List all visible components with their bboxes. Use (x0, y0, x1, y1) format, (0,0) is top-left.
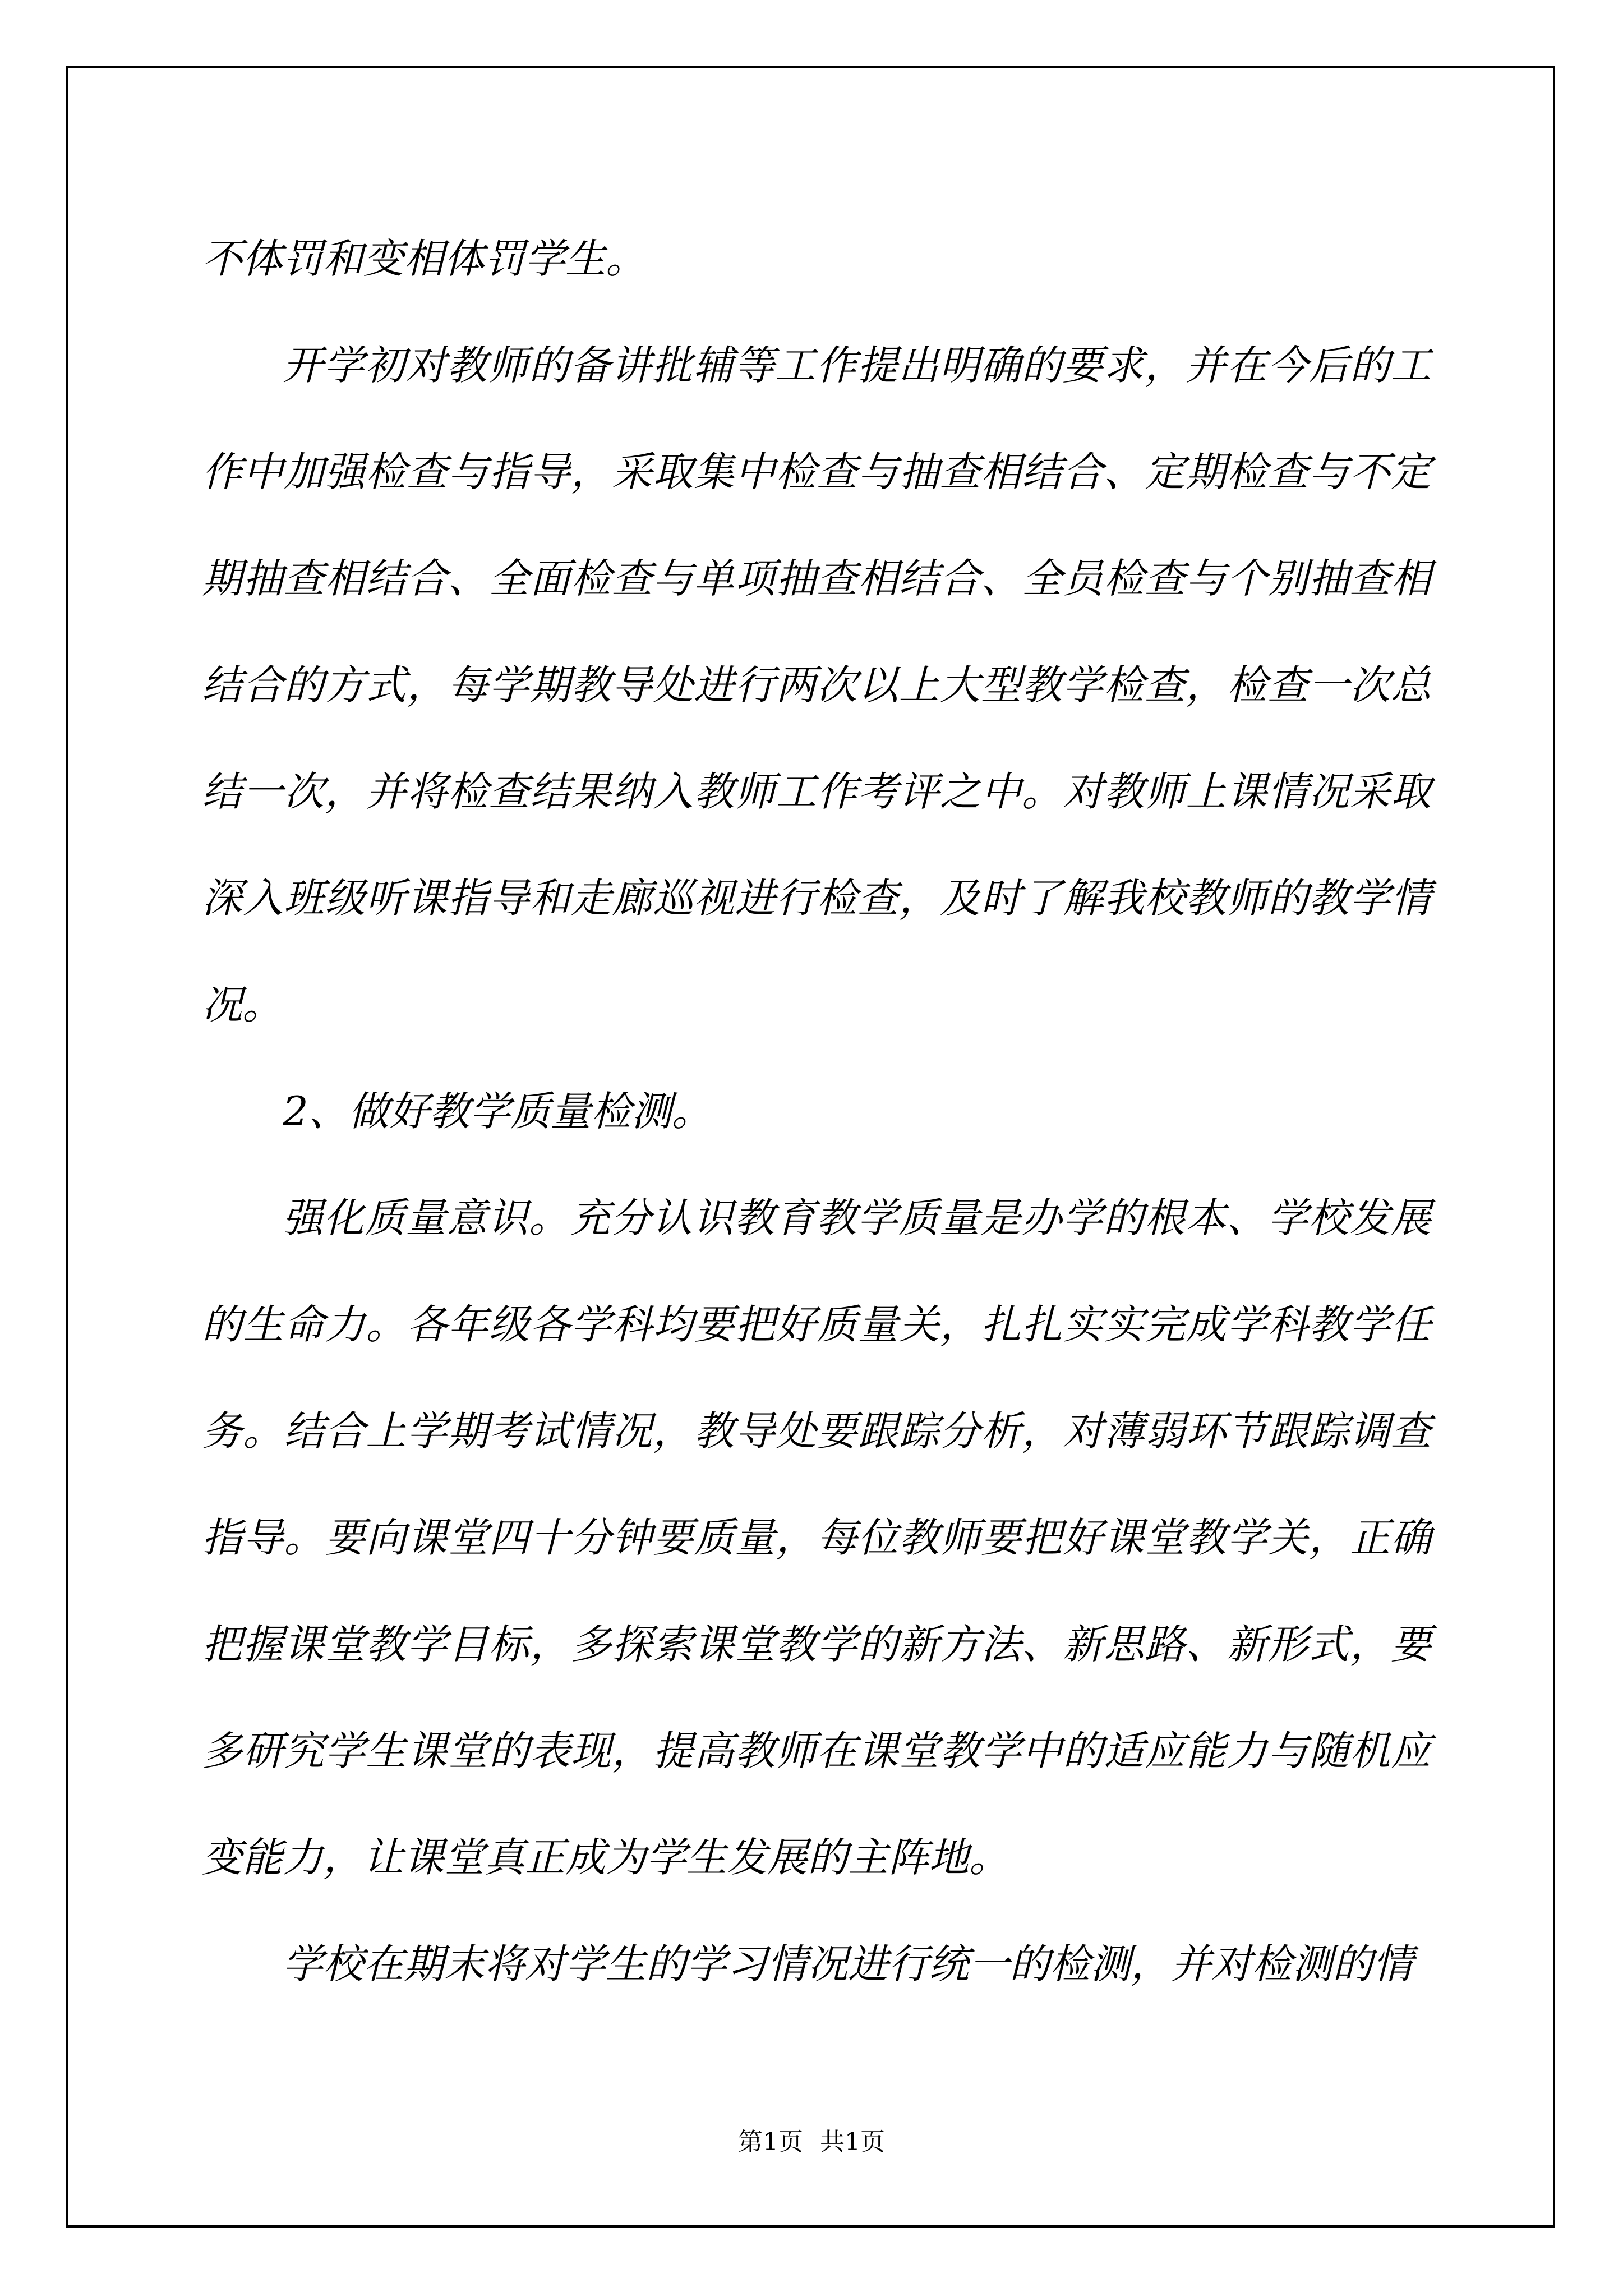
paragraph: 2、做好教学质量检测。 (283, 1088, 712, 1135)
paragraph: 不体罚和变相体罚学生。 (202, 235, 647, 282)
paragraph: 强化质量意识。充分认识教育教学质量是办学的根本、学校发展的生命力。各年级各学科均要把好质量关，扎扎实实完成学科教学任务。结合上学期考试情况，教导处要跟踪分析，对薄弱环节跟踪调查指导。要向课堂四十分钟要质量，每位教师要把好课堂教学关，正确把握课堂教学目标，多探索课堂教学的新方法、新思路、新形式，要多研究学生课堂的表现，提高教师在课堂教学中的适应能力与随机应变能力，让课堂真正成为学生发展的主阵地。 (202, 1194, 1431, 1881)
paragraph: 开学初对教师的备讲批辅等工作提出明确的要求，并在今后的工作中加强检查与指导，采取集中检查与抽查相结合、定期检查与不定期抽查相结合、全面检查与单项抽查相结合、全员检查与个别抽查相结合的方式，每学期教导处进行两次以上大型教学检查，检查一次总结一次，并将检查结果纳入教师工作考评之中。对教师上课情况采取深入班级听课指导和走廊巡视进行检查，及时了解我校教师的教学情况。 (202, 342, 1431, 1028)
page-total-label: 共1页 (820, 2128, 885, 2156)
page-number-label: 第1页 (738, 2128, 803, 2156)
document-body (202, 205, 1431, 2017)
page-footer (0, 2122, 1623, 2157)
paragraph: 学校在期末将对学生的学习情况进行统一的检测，并对检测的情 (283, 1940, 1414, 1987)
